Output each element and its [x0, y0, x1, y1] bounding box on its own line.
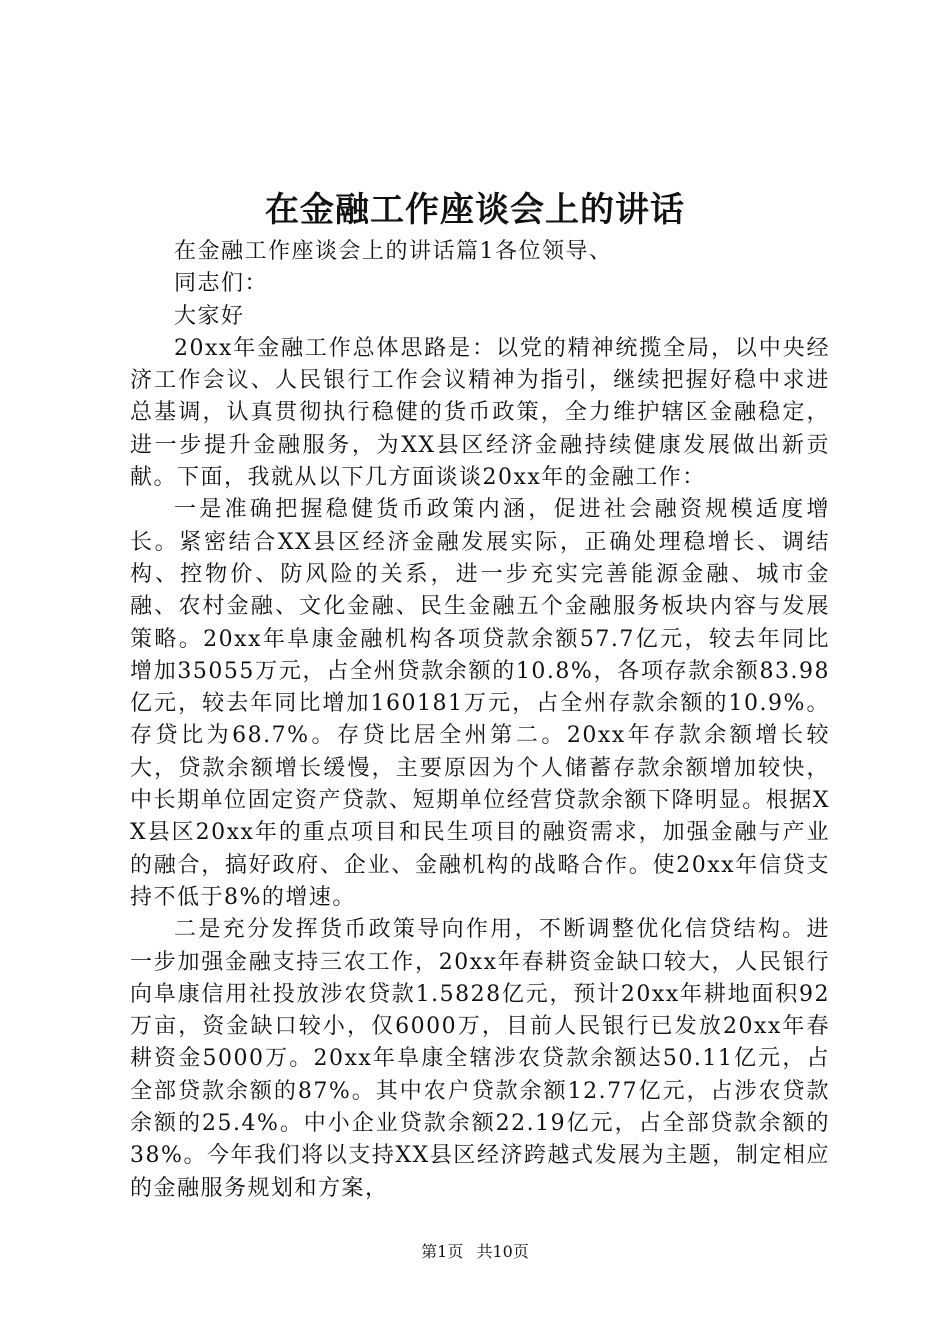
paragraph-overview: 20xx年金融工作总体思路是：以党的精神统揽全局，以中央经济工作会议、人民银行工作会议精神为指引，继续把握好稳中求进总基调，认真贯彻执行稳健的货币政策，全力维护辖区金融稳定，进一步提升金融服务，为XX县区经济金融持续健康发展做出新贡献。下面，我就从以下几方面谈谈20xx年的金融工作： [130, 335, 830, 491]
document-title: 在金融工作座谈会上的讲话 [265, 190, 685, 230]
paragraph-point-one: 一是准确把握稳健货币政策内涵，促进社会融资规模适度增长。紧密结合XX县区经济金融发展实际，正确处理稳增长、调结构、控物价、防风险的关系，进一步充实完善能源金融、城市金融、农村金融、文化金融、民生金融五个金融服务板块内容与发展策略。20xx年阜康金融机构各项贷款余额57.7亿元，较去年同比增加35055万元，占全州贷款余额的10.8%，各项存款余额83.98亿元，较去年同比增加160181万元，占全州存款余额的10.9%。存贷比为68.7%。存贷比居全州第二。20xx年存款余额增长较大，贷款余额增长缓慢，主要原因为个人储蓄存款余额增加较快，中长期单位固定资产贷款、短期单位经营贷款余额下降明显。根据XX县区20xx年的重点项目和民生项目的融资需求，加强金融与产业的融合，搞好政府、企业、金融机构的战略合作。使20xx年信贷支持不低于8%的增速。 [130, 497, 830, 910]
page-number: 第1页 [421, 1242, 464, 1261]
paragraph-salutation: 同志们： [174, 271, 269, 297]
page-footer [0, 1241, 950, 1263]
paragraph-opening: 在金融工作座谈会上的讲话篇1各位领导、 [174, 239, 613, 264]
document-body [130, 236, 830, 1205]
paragraph-point-two: 二是充分发挥货币政策导向作用，不断调整优化信贷结构。进一步加强金融支持三农工作，20xx年春耕资金缺口较大，人民银行向阜康信用社投放涉农贷款1.5828亿元，预计20xx年耕地面积92万亩，资金缺口较小，仅6000万，目前人民银行已发放20xx年春耕资金5000万。20xx年阜康全辖涉农贷款余额达50.11亿元，占全部贷款余额的87%。其中农户贷款余额12.77亿元，占涉农贷款余额的25.4%。中小企业贷款余额22.19亿元，占全部贷款余额的38%。今年我们将以支持XX县区经济跨越式发展为主题，制定相应的金融服务规划和方案， [130, 917, 830, 1201]
paragraph-greeting: 大家好 [174, 303, 245, 329]
page-total: 共10页 [476, 1242, 529, 1261]
